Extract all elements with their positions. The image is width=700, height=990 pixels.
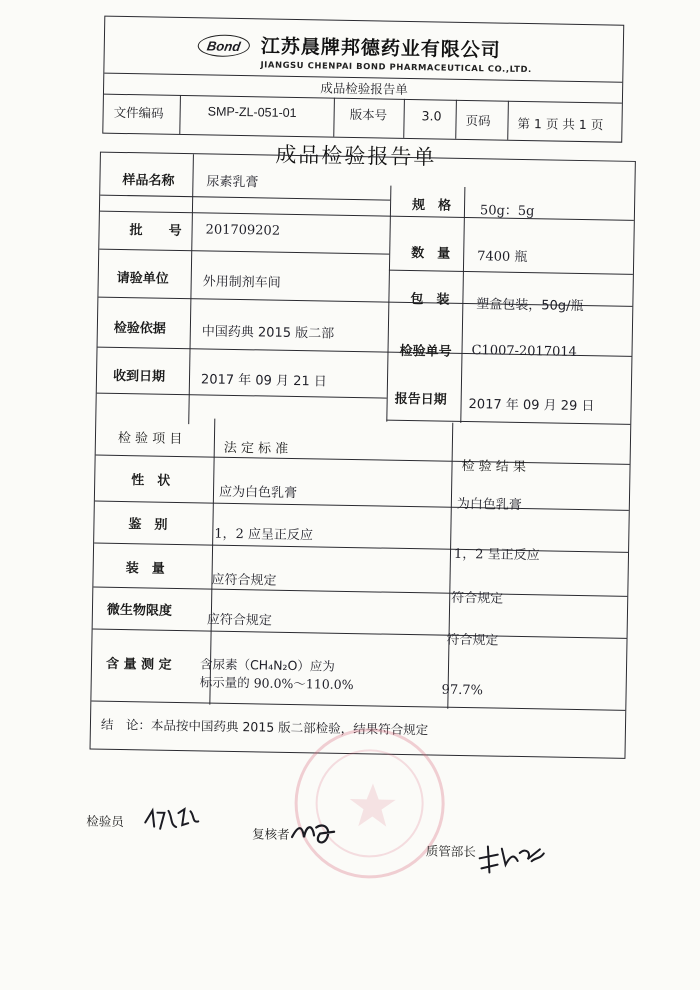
divider <box>100 195 390 201</box>
test-standard: 含尿素（CH₄N₂O）应为 <box>199 656 335 674</box>
divider <box>389 270 633 275</box>
basis-label: 检验依据 <box>113 320 167 337</box>
divider <box>460 187 465 423</box>
test-result: 1，2 呈正反应 <box>453 546 540 564</box>
divider <box>386 420 630 425</box>
divider <box>333 98 335 137</box>
divider <box>99 249 389 255</box>
report-no-label: 检验单号 <box>399 343 452 360</box>
logo-text: Bond <box>206 37 242 54</box>
qa-signature <box>475 834 548 879</box>
divider <box>179 95 181 134</box>
batch-value: 201709202 <box>205 222 281 239</box>
page-value: 第 1 页 共 1 页 <box>517 115 604 133</box>
inspector-label: 检验员 <box>86 813 124 830</box>
divider <box>188 154 194 424</box>
tests-header-result: 检 验 结 果 <box>461 458 527 476</box>
test-standard: 1，2 应呈正反应 <box>214 526 314 544</box>
version-value: 3.0 <box>421 108 442 124</box>
qty-value: 7400 瓶 <box>477 249 528 266</box>
bond-logo <box>196 34 251 57</box>
divider <box>403 99 405 138</box>
pack-label: 包 装 <box>410 292 450 308</box>
report-date: 2017 年 09 月 29 日 <box>468 397 595 415</box>
header-doc-title: 成品检验报告单 <box>320 80 408 97</box>
divider <box>455 100 457 139</box>
divider <box>97 393 387 399</box>
pack-value: 塑盒包装，50g/瓶 <box>476 297 584 315</box>
test-result: 97.7% <box>441 682 484 699</box>
divider <box>507 101 509 140</box>
test-standard: 应为白色乳膏 <box>218 484 298 502</box>
qty-label: 数 量 <box>411 246 451 262</box>
doc-no: SMP-ZL-051-01 <box>207 104 297 121</box>
sample-name-label: 样品名称 <box>122 172 175 189</box>
test-result: 为白色乳膏 <box>456 496 522 513</box>
divider <box>94 543 628 553</box>
spec-value: 50g：5g <box>479 203 535 220</box>
conclusion: 结 论：本品按中国药典 2015 版二部检验，结果符合规定 <box>100 716 429 738</box>
test-item: 含 量 测 定 <box>105 656 172 673</box>
inspector-signature <box>142 802 203 835</box>
dept-label: 请验单位 <box>116 270 169 287</box>
divider <box>96 455 630 465</box>
report-date-label: 报告日期 <box>394 391 447 408</box>
report-table <box>90 152 636 759</box>
test-standard: 应符合规定 <box>211 572 277 589</box>
report-no: C1007-2017014 <box>471 343 577 360</box>
test-result: 符合规定 <box>446 632 499 649</box>
dept-value: 外用制剂车间 <box>202 274 281 291</box>
divider <box>93 587 627 597</box>
divider <box>447 423 453 709</box>
reviewer-signature <box>290 815 341 850</box>
divider <box>91 701 625 711</box>
sample-name: 尿素乳膏 <box>206 174 259 191</box>
test-item: 微生物限度 <box>106 602 173 619</box>
divider <box>95 501 629 511</box>
reviewer-label: 复核者 <box>251 826 290 842</box>
company-name-en: JIANGSU CHENPAI BOND PHARMACEUTICAL CO.,LTD. <box>260 59 532 75</box>
recv-date: 2017 年 09 月 21 日 <box>200 372 327 390</box>
company-name-cn: 江苏晨牌邦德药业有限公司 <box>260 35 501 62</box>
company-seal <box>293 727 446 880</box>
spec-label: 规 格 <box>411 198 452 214</box>
divider <box>93 629 627 639</box>
batch-label: 批 号 <box>129 223 182 240</box>
test-standard: 应符合规定 <box>206 612 272 629</box>
test-item: 性 状 <box>131 473 171 489</box>
doc-no-label: 文件编码 <box>113 104 164 121</box>
seal-star-icon <box>296 730 449 883</box>
version-label: 版本号 <box>349 106 388 123</box>
test-result: 符合规定 <box>451 590 504 607</box>
header-box <box>102 16 624 143</box>
tests-header-standard: 法 定 标 准 <box>223 440 289 457</box>
test-standard-line2: 标示量的 90.0%～110.0% <box>199 674 354 693</box>
test-item: 鉴 别 <box>128 517 168 533</box>
divider <box>386 186 391 422</box>
test-item: 装 量 <box>125 561 165 577</box>
report-title: 成品检验报告单 <box>275 142 437 170</box>
qa-label: 质管部长 <box>425 843 476 860</box>
tests-header-item: 检 验 项 目 <box>117 430 183 448</box>
page-label: 页码 <box>465 112 491 129</box>
recv-date-label: 收到日期 <box>112 368 166 385</box>
basis-value: 中国药典 2015 版二部 <box>201 324 335 342</box>
